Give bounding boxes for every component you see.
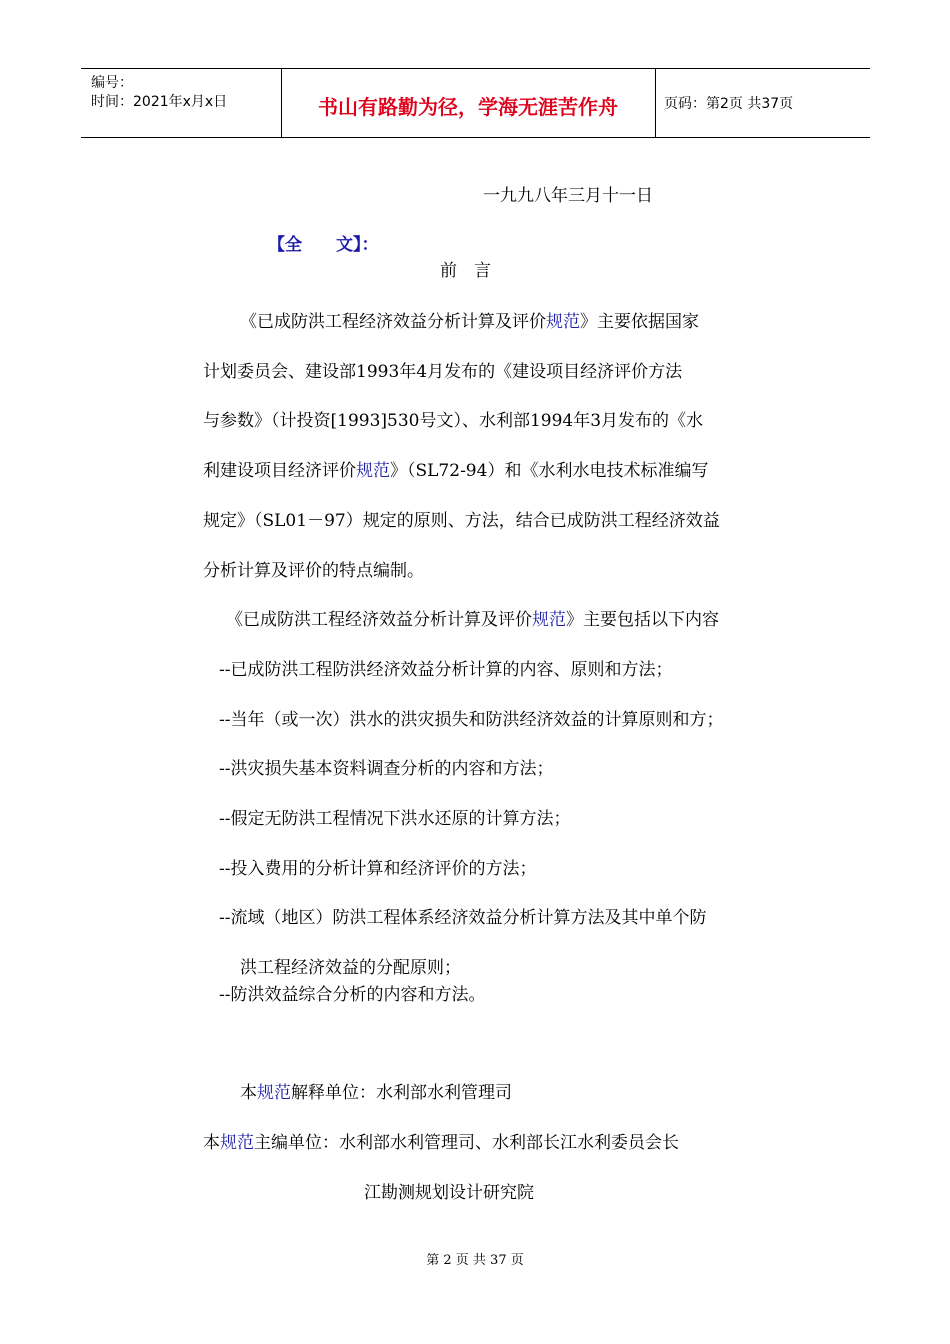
list-item: --防洪效益综合分析的内容和方法。 — [219, 985, 486, 1005]
standard-link[interactable]: 规范 — [257, 1083, 291, 1103]
text-segment: 》主要依据国家 — [580, 312, 699, 332]
text-segment: 计划委员会、建设部1993年4月发布的《建设项目经济评价方法 — [203, 362, 683, 382]
editor-unit-continuation: 江勘测规划设计研究院 — [364, 1183, 534, 1203]
paragraph-line — [203, 511, 720, 531]
issue-date: 一九九八年三月十一日 — [483, 186, 653, 206]
paragraph-line — [203, 561, 424, 581]
editor-unit — [203, 1133, 679, 1153]
text-segment: 《已成防洪工程经济效益分析计算及评价 — [240, 312, 546, 332]
list-item: --当年（或一次）洪水的洪灾损失和防洪经济效益的计算原则和方； — [219, 710, 724, 730]
standard-link[interactable]: 规范 — [356, 461, 390, 481]
header-meta-cell — [81, 69, 282, 137]
page-label: 页码：第2页 共37页 — [664, 96, 794, 112]
code-label: 编号： — [91, 75, 133, 91]
text-segment: 与参数》（计投资[1993]530号文）、水利部1994年3月发布的《水 — [203, 411, 704, 431]
list-item: --假定无防洪工程情况下洪水还原的计算方法； — [219, 809, 571, 829]
paragraph-line — [226, 610, 719, 630]
list-item: --投入费用的分析计算和经济评价的方法； — [219, 859, 537, 879]
text-segment: 《已成防洪工程经济效益分析计算及评价 — [226, 610, 532, 630]
list-item-continuation: 洪工程经济效益的分配原则； — [240, 958, 461, 978]
paragraph-line — [203, 461, 708, 481]
text-segment: 本 — [203, 1133, 220, 1153]
list-item: --流域（地区）防洪工程体系经济效益分析计算方法及其中单个防 — [219, 908, 707, 928]
standard-link[interactable]: 规范 — [546, 312, 580, 332]
fulltext-label: 【全 文】： — [268, 235, 379, 255]
paragraph-line — [240, 312, 699, 332]
text-segment: 主编单位：水利部水利管理司、水利部长江水利委员会长 — [254, 1133, 679, 1153]
text-segment: 解释单位：水利部水利管理司 — [291, 1083, 512, 1103]
document-header — [81, 68, 870, 138]
motto: 书山有路勤为径，学海无涯苦作舟 — [318, 95, 618, 119]
text-segment: 分析计算及评价的特点编制。 — [203, 561, 424, 581]
header-motto-cell — [281, 69, 656, 137]
paragraph-line — [203, 362, 682, 382]
paragraph-line — [203, 411, 703, 431]
text-segment: 利建设项目经济评价 — [203, 461, 356, 481]
list-item: --已成防洪工程防洪经济效益分析计算的内容、原则和方法； — [219, 660, 673, 680]
page-footer: 第 2 页 共 37 页 — [426, 1253, 524, 1268]
text-segment: 规定》（SL01－97）规定的原则、方法，结合已成防洪工程经济效益 — [203, 511, 720, 531]
time-label: 时间：2021年x月x日 — [91, 94, 228, 110]
standard-link[interactable]: 规范 — [532, 610, 566, 630]
header-page-cell — [656, 69, 870, 137]
standard-link[interactable]: 规范 — [220, 1133, 254, 1153]
interpretation-unit — [240, 1083, 512, 1103]
list-item: --洪灾损失基本资料调查分析的内容和方法； — [219, 759, 554, 779]
text-segment: 本 — [240, 1083, 257, 1103]
preface-title: 前 言 — [440, 261, 491, 281]
text-segment: 》（SL72-94）和《水利水电技术标准编写 — [390, 461, 709, 481]
text-segment: 》主要包括以下内容 — [566, 610, 719, 630]
